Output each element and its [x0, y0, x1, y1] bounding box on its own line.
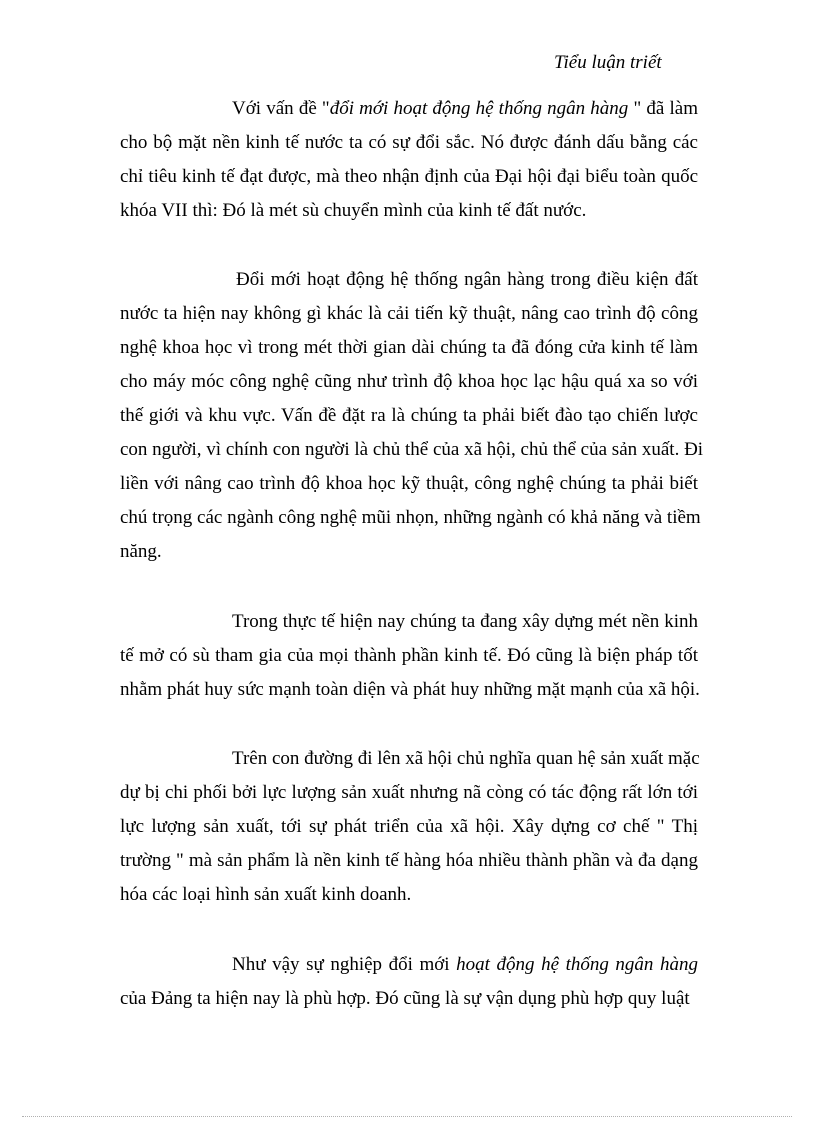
paragraph-line: nghệ khoa học vì trong mét thời gian dài chúng ta đã đóng cửa kinh tế làm [120, 337, 698, 358]
running-header: Tiểu luận triết [554, 52, 662, 73]
italic-title: đổi mới hoạt động hệ thống ngân hàng [329, 98, 634, 119]
text-run: Với vấn đề " [232, 98, 330, 119]
page-bottom-divider [22, 1116, 792, 1117]
paragraph-line: Trong thực tế hiện nay chúng ta đang xây dựng mét nền kinh [232, 611, 698, 632]
paragraph-line: của Đảng ta hiện nay là phù hợp. Đó cũng là sự vận dụng phù hợp quy luật [120, 988, 690, 1009]
paragraph-line: cho bộ mặt nền kinh tế nước ta có sự đổi sắc. Nó được đánh dấu bằng các [120, 132, 698, 153]
text-run: " đã làm [633, 98, 698, 119]
text-run: Như vậy sự nghiệp đổi mới [232, 954, 457, 975]
paragraph-line: năng. [120, 541, 162, 562]
paragraph-line: con người, vì chính con người là chủ thể của xã hội, chủ thể của sản xuất. Đi [120, 439, 704, 460]
paragraph-line: tế mở có sù tham gia của mọi thành phần kinh tế. Đó cũng là biện pháp tốt [120, 645, 698, 666]
paragraph-line: hóa các loại hình sản xuất kinh doanh. [120, 884, 412, 905]
paragraph-line: nhằm phát huy sức mạnh toàn diện và phát huy những mặt mạnh của xã hội. [120, 679, 700, 700]
paragraph-line: chỉ tiêu kinh tế đạt được, mà theo nhận định của Đại hội đại biểu toàn quốc [120, 166, 698, 187]
paragraph-line: nước ta hiện nay không gì khác là cải tiến kỹ thuật, nâng cao trình độ công [120, 303, 698, 324]
paragraph-line: dự bị chi phối bởi lực lượng sản xuất nhưng nã còng có tác động rất lớn tới [120, 782, 698, 803]
paragraph-line [120, 948, 698, 982]
paragraph-line: thế giới và khu vực. Vấn đề đặt ra là chúng ta phải biết đào tạo chiến lược [120, 405, 698, 426]
italic-title: hoạt động hệ thống ngân hàng [456, 954, 698, 975]
paragraph-line: liền với nâng cao trình độ khoa học kỹ thuật, công nghệ chúng ta phải biết [120, 473, 698, 494]
paragraph-line: lực lượng sản xuất, tới sự phát triển của xã hội. Xây dựng cơ chế " Thị [120, 816, 698, 837]
paragraph-line [120, 92, 698, 126]
paragraph-line: khóa VII thì: Đó là mét sù chuyển mình của kinh tế đất nước. [120, 200, 587, 221]
paragraph-line: Đổi mới hoạt động hệ thống ngân hàng trong điều kiện đất [236, 269, 698, 290]
paragraph-line: chú trọng các ngành công nghệ mũi nhọn, những ngành có khả năng và tiềm [120, 507, 701, 528]
paragraph-line: cho máy móc công nghệ cũng như trình độ khoa học lạc hậu quá xa so với [120, 371, 698, 392]
paragraph-line: Trên con đường đi lên xã hội chủ nghĩa quan hệ sản xuất mặc [232, 748, 700, 769]
paragraph-line: trường " mà sản phẩm là nền kinh tế hàng hóa nhiều thành phần và đa dạng [120, 850, 698, 871]
